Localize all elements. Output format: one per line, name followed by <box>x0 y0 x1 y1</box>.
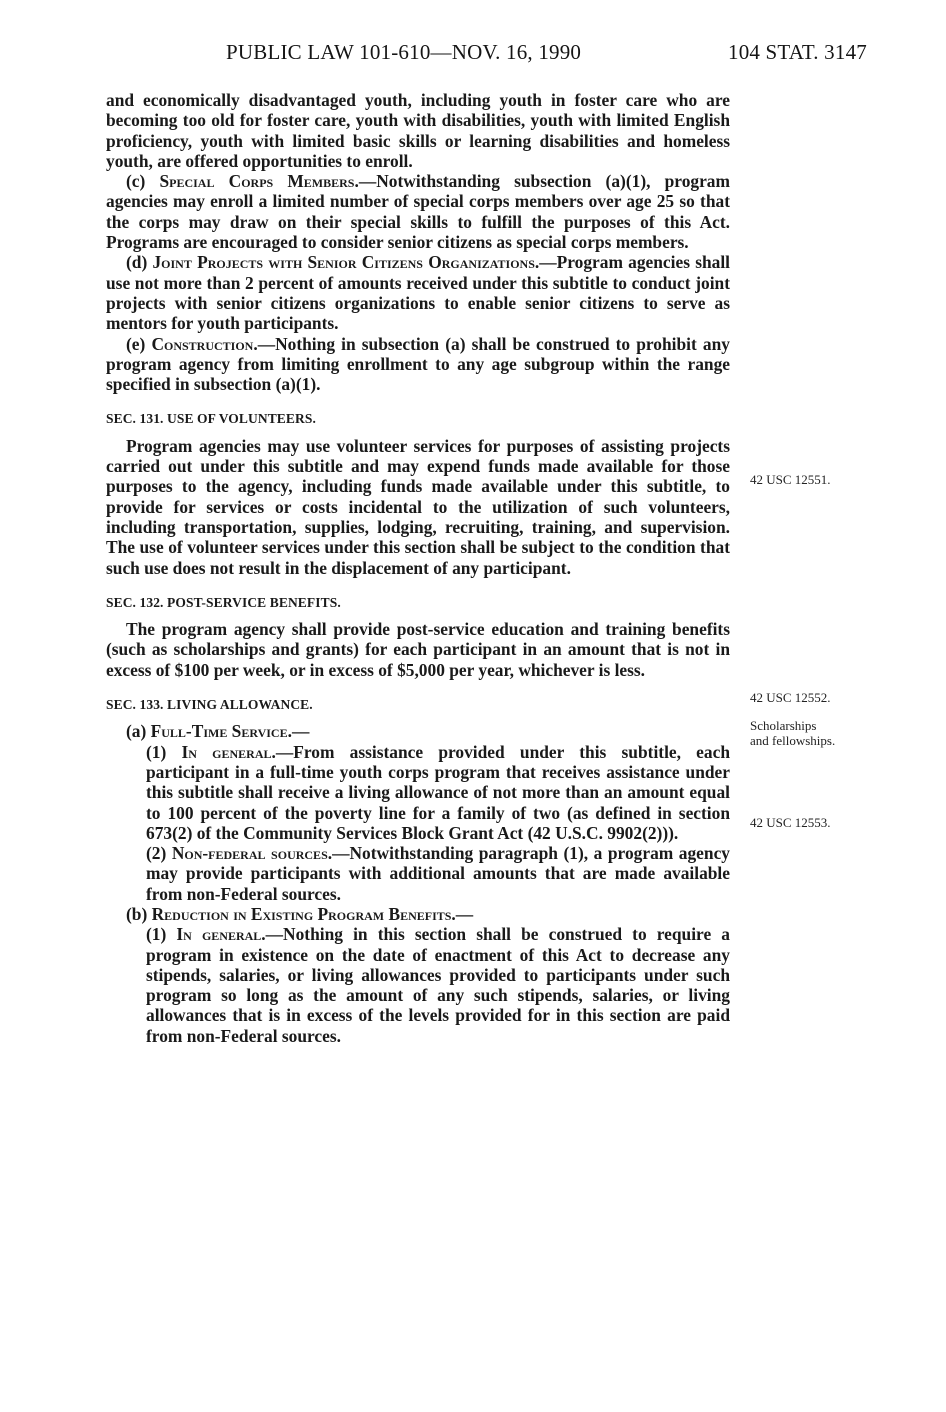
section-133-heading: SEC. 133. LIVING ALLOWANCE. <box>106 697 313 713</box>
subsection-e <box>106 334 730 395</box>
subsection-a-heading: Full-Time Service. <box>150 721 292 742</box>
section-131-heading: SEC. 131. USE OF VOLUNTEERS. <box>106 411 316 427</box>
subsection-b-dash: — <box>455 903 474 924</box>
page-header <box>0 40 946 70</box>
section-133-a-1 <box>106 742 730 843</box>
margin-note-sec-133: 42 USC 12553. <box>750 815 831 830</box>
section-132-text: The program agency shall provide post-service education and training benefits (such as scholarships and grants) for each participant in an amount that is not in excess of $100 per week, or in excess of $5,000 per year, whichever is less. <box>106 619 730 680</box>
subsection-e-heading: Construction. <box>151 333 258 354</box>
margin-note-sec-131: 42 USC 12551. <box>750 472 831 487</box>
subsection-d-label: (d) <box>126 252 153 273</box>
margin-note-sec-132: 42 USC 12552. <box>750 690 831 705</box>
para-a1-label: (1) <box>146 741 182 762</box>
document-body <box>106 90 730 1046</box>
margin-note-fellowships: and fellowships. <box>750 733 836 748</box>
margin-note-scholarships: Scholarships <box>750 718 817 733</box>
para-a2-label: (2) <box>146 843 172 864</box>
section-133-a-2 <box>106 843 730 904</box>
subsection-c-label: (c) <box>126 171 160 192</box>
statute-page-number: 104 STAT. 3147 <box>728 40 867 64</box>
section-133-subsection-a <box>106 721 730 741</box>
para-a2-text: —Notwithstanding paragraph (1), a program agency may provide participants with additional amounts that are made available from non-Federal sources. <box>146 843 730 904</box>
para-b1-heading: In general. <box>176 924 266 945</box>
subsection-b-heading: Reduction in Existing Program Benefits. <box>151 903 456 924</box>
subsection-d-text: —Program agencies shall use not more than 2 percent of amounts received under this subtitle to conduct joint projects with senior citizens organizations to enable senior citizens to serve as mentors for youth participants. <box>106 252 730 334</box>
para-a1-text: —From assistance provided under this subtitle, each participant in a full-time youth corps program that receives assistance under this subtitle shall receive a living allowance of not more than an amount equal to 100 percent of the poverty line for a family of two (as defined in section 673(2) of the Community Services Block Grant Act (42 U.S.C. 9902(2))). <box>146 741 730 843</box>
subsection-e-label: (e) <box>126 333 152 354</box>
subsection-d-heading: Joint Projects with Senior Citizens Organizations. <box>152 252 540 273</box>
para-b1-text: —Nothing in this section shall be construed to require a program in existence on the date of enactment of this Act to decrease any stipends, salaries, or living allowances provided to participants under such program so long as the amount of any such stipends, salaries, or living allowances that is in excess of the levels provided for in this section are paid from non-Federal sources. <box>146 924 730 1046</box>
subsection-c-text: —Notwithstanding subsection (a)(1), program agencies may enroll a limited number of special corps members over age 25 so that the corps may draw on their special skills to fulfill the purposes of this Act. Programs are encouraged to consider senior citizens as special corps members. <box>106 171 730 253</box>
subsection-d <box>106 252 730 333</box>
subsection-a-label: (a) <box>126 721 151 742</box>
law-title: PUBLIC LAW 101-610—NOV. 16, 1990 <box>226 40 582 64</box>
subsection-a-dash: — <box>291 721 310 742</box>
section-131-text: Program agencies may use volunteer services for purposes of assisting projects carried out under this subtitle and may expend funds made available for those purposes to the agency, including funds made available under this subtitle, to provide for services or costs incidental to the utilization of such volunteers, including transportation, supplies, lodging, recruiting, training, and supervision. The use of volunteer services under this section shall be subject to the condition that such use does not result in the displacement of any participant. <box>106 435 730 578</box>
para-a2-heading: Non-federal sources. <box>171 843 333 864</box>
subsection-b-label: (b) <box>126 903 152 924</box>
para-b1-label: (1) <box>146 924 177 945</box>
paragraph-intro: and economically disadvantaged youth, including youth in foster care who are becoming too old for foster care, youth with disabilities, youth with limited English proficiency, youth with limited basic skills or learning disabilities and homeless youth, are offered opportunities to enroll. <box>106 90 730 171</box>
subsection-c <box>106 171 730 252</box>
section-132-heading: SEC. 132. POST-SERVICE BENEFITS. <box>106 594 341 610</box>
section-133-b-1 <box>106 924 730 1046</box>
section-133-subsection-b <box>106 904 730 924</box>
subsection-e-text: —Nothing in subsection (a) shall be construed to prohibit any program agency from limiting enrollment to any age subgroup within the range specified in subsection (a)(1). <box>106 333 730 395</box>
para-a1-heading: In general. <box>181 741 276 762</box>
subsection-c-heading: Special Corps Members. <box>159 171 359 192</box>
